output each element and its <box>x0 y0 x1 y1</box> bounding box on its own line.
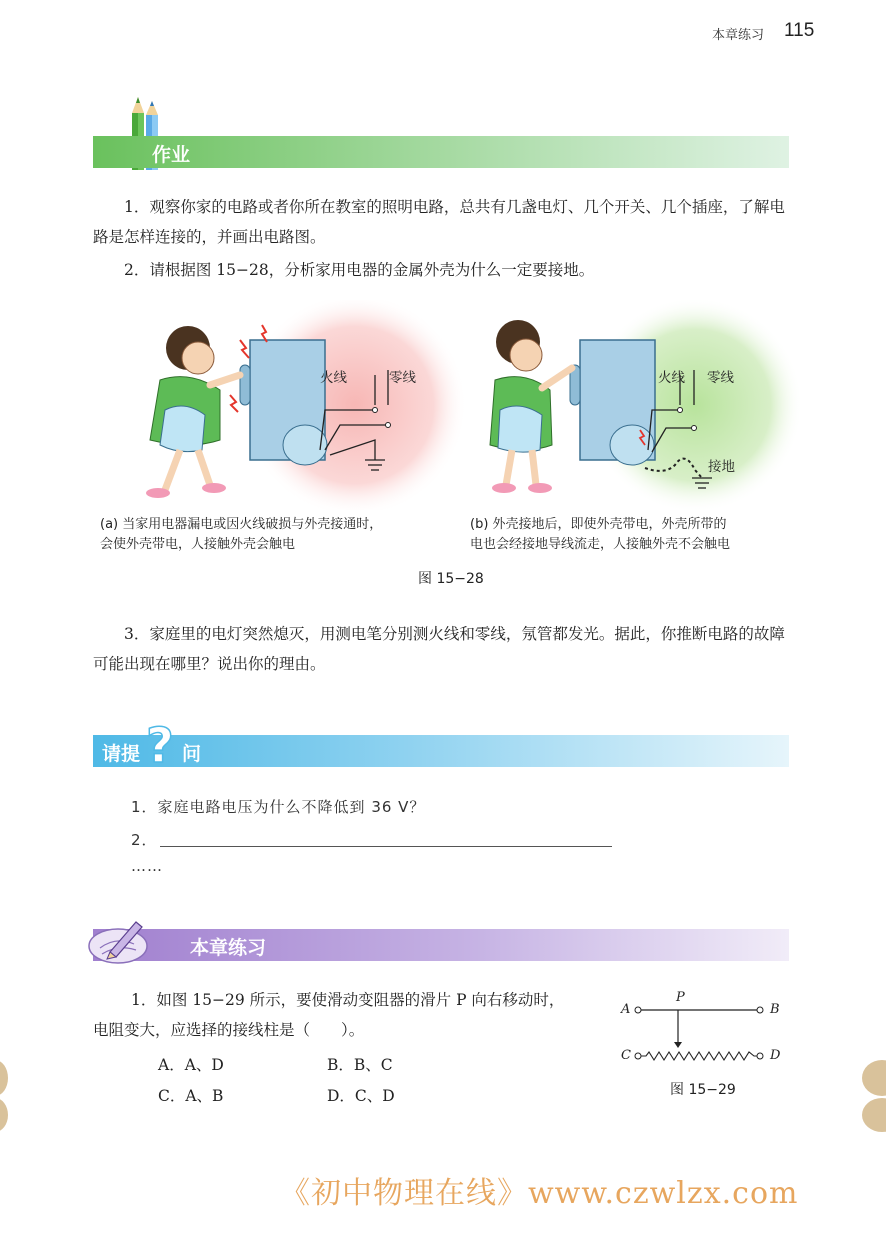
homework-banner <box>93 136 789 168</box>
page-edge-decoration <box>0 1060 8 1096</box>
caption-b <box>470 515 730 555</box>
caption-a-line-1: (a) 当家用电器漏电或因火线破损与外壳接通时， <box>100 517 383 532</box>
question-item-2: 2． <box>131 831 158 849</box>
option-d[interactable]: D．C、D <box>327 1087 395 1105</box>
rheostat-diagram <box>630 1000 770 1070</box>
notebook-pencil-icon <box>88 918 150 966</box>
page-edge-decoration <box>862 1098 886 1132</box>
terminal-c-label: C <box>621 1048 631 1063</box>
ask-question-title-right: 问 <box>182 743 202 765</box>
page-edge-decoration <box>0 1098 8 1132</box>
figure-15-29-label: 图 15−29 <box>670 1082 736 1098</box>
figure-15-28-b <box>470 300 810 510</box>
ask-question-title-left: 请提 <box>102 743 141 765</box>
terminal-d-label: D <box>770 1048 781 1063</box>
page-number: 115 <box>784 20 815 41</box>
option-a[interactable]: A．A、D <box>158 1056 224 1074</box>
figure-15-28-a <box>110 300 470 510</box>
homework-title: 作业 <box>152 144 191 166</box>
exercise-q1-line-1: 1．如图 15−29 所示，要使滑动变阻器的滑片 P 向右移动时， <box>131 991 565 1009</box>
page-edge-decoration <box>862 1060 886 1096</box>
exercise-q1-line-2: 电阻变大，应选择的接线柱是（ ）。 <box>93 1021 365 1039</box>
homework-item-3: 3．家庭里的电灯突然熄灭，用测电笔分别测火线和零线，氖管都发光。据此，你推断电路的故障可能出现在哪里？说出你的理由。 <box>93 625 785 673</box>
terminal-p-label: P <box>676 990 685 1005</box>
chapter-label: 本章练习 <box>712 28 765 43</box>
ground-label: 接地 <box>708 459 735 475</box>
option-b[interactable]: B．B、C <box>327 1056 393 1074</box>
figure-15-28-label: 图 15−28 <box>418 571 484 587</box>
live-wire-label-a: 火线 <box>320 370 347 386</box>
live-wire-label-b: 火线 <box>658 370 685 386</box>
question-ellipsis: …… <box>131 857 163 875</box>
neutral-wire-label-b: 零线 <box>707 370 734 386</box>
terminal-a-label: A <box>621 1002 631 1017</box>
caption-a-line-2: 会使外壳带电，人接触外壳会触电 <box>100 537 296 552</box>
question-item-1: 1．家庭电路电压为什么不降低到 36 V？ <box>131 798 426 816</box>
caption-b-line-2: 电也会经接地导线流走，人接触外壳不会触电 <box>470 537 731 552</box>
neutral-wire-label-a: 零线 <box>389 370 416 386</box>
option-c[interactable]: C．A、B <box>158 1087 224 1105</box>
caption-a <box>100 515 382 555</box>
homework-item-2: 2．请根据图 15−28，分析家用电器的金属外壳为什么一定要接地。 <box>124 261 595 279</box>
terminal-b-label: B <box>770 1002 780 1017</box>
question-mark-icon: ? <box>146 718 174 774</box>
answer-line[interactable] <box>160 846 612 847</box>
chapter-exercise-title: 本章练习 <box>190 937 267 959</box>
caption-b-line-1: (b) 外壳接地后，即使外壳带电，外壳所带的 <box>470 517 727 532</box>
watermark: 《初中物理在线》www.czwlzx.com <box>280 1176 799 1211</box>
homework-item-1: 1．观察你家的电路或者你所在教室的照明电路，总共有几盏电灯、几个开关、几个插座，了解电路是怎样连接的，并画出电路图。 <box>93 198 785 246</box>
